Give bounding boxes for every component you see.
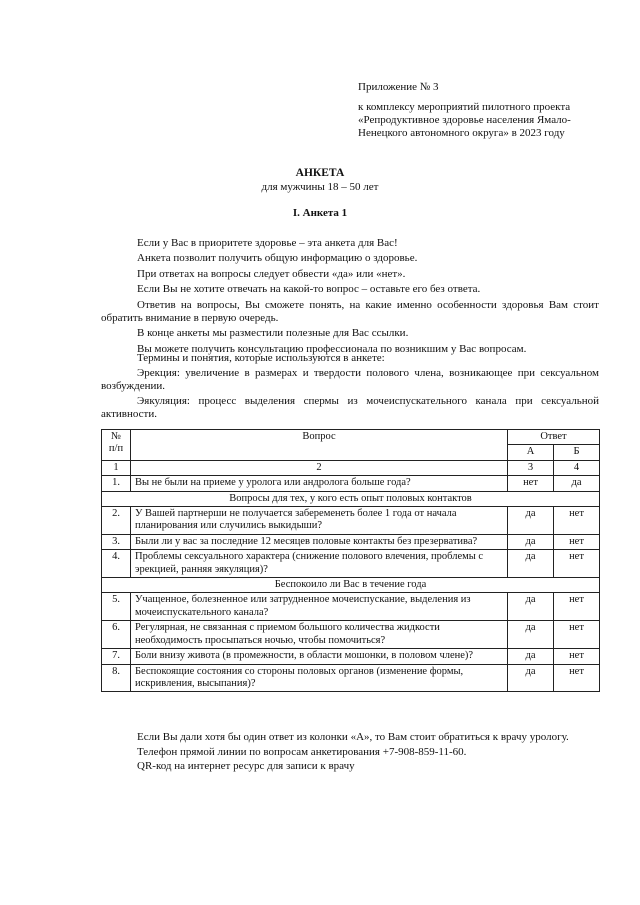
answer-a[interactable]: да xyxy=(508,593,554,621)
section-label: Беспокоило ли Вас в течение года xyxy=(102,578,600,593)
answer-b[interactable]: нет xyxy=(554,507,600,535)
intro-text xyxy=(101,237,599,358)
header-col-a: А xyxy=(508,445,554,460)
table-row xyxy=(102,649,600,664)
outro-advice: Если Вы дали хотя бы один ответ из колонки «А», то Вам стоит обратиться к врачу урологу. xyxy=(137,731,569,743)
answer-b[interactable]: нет xyxy=(554,534,600,549)
index-cell: 3 xyxy=(508,460,554,475)
intro-line: Если Вы не хотите отвечать на какой-то вопрос – оставьте его без ответа. xyxy=(137,283,481,296)
questionnaire-table xyxy=(101,429,600,692)
term-erection: Эрекция: увеличение в размерах и твердости полового члена, возникающее при сексуальном возбуждении. xyxy=(101,366,599,392)
header-question: Вопрос xyxy=(131,430,508,461)
row-question: Были ли у вас за последние 12 месяцев половые контакты без презерватива? xyxy=(131,534,508,549)
terms-heading: Термины и понятия, которые используются в анкете: xyxy=(137,352,385,364)
index-cell: 1 xyxy=(102,460,131,475)
row-question: Вы не были на приеме у уролога или андролога больше года? xyxy=(131,476,508,491)
answer-b[interactable]: нет xyxy=(554,621,600,649)
index-cell: 4 xyxy=(554,460,600,475)
answer-b[interactable]: нет xyxy=(554,649,600,664)
row-num: 8. xyxy=(102,664,131,692)
row-question: Проблемы сексуального характера (снижение полового влечения, проблемы с эрекцией, ранняя эякуляция)? xyxy=(131,550,508,578)
appendix-description: к комплексу мероприятий пилотного проекта «Репродуктивное здоровье населения Ямало-Ненецкого автономного округа» в 2023 году xyxy=(358,101,571,139)
table-row xyxy=(102,664,600,692)
section-row xyxy=(102,578,600,593)
row-num: 5. xyxy=(102,593,131,621)
document-subtitle: для мужчины 18 – 50 лет xyxy=(261,181,379,193)
intro-line: В конце анкеты мы разместили полезные для Вас ссылки. xyxy=(137,327,409,340)
answer-a[interactable]: да xyxy=(508,550,554,578)
table-row xyxy=(102,621,600,649)
intro-line: Вы можете получить консультацию профессионала по возникшим у Вас вопросам. xyxy=(137,342,527,355)
row-num: 2. xyxy=(102,507,131,535)
table-row xyxy=(102,534,600,549)
row-question: У Вашей партнерши не получается забеременеть более 1 года от начала планирования или случились выкидыши? xyxy=(131,507,508,535)
answer-a[interactable]: да xyxy=(508,507,554,535)
row-num: 7. xyxy=(102,649,131,664)
header-answer: Ответ xyxy=(508,430,600,445)
section-row xyxy=(102,491,600,506)
term-ejaculation: Эякуляция: процесс выделения спермы из мочеиспускательного канала при сексуальной активности. xyxy=(101,394,599,420)
intro-line: Анкета позволит получить общую информацию о здоровье. xyxy=(137,252,418,265)
answer-a[interactable]: да xyxy=(508,649,554,664)
table-row xyxy=(102,550,600,578)
document-title: АНКЕТА xyxy=(295,167,345,179)
intro-line: Если у Вас в приоритете здоровье – эта анкета для Вас! xyxy=(137,237,398,249)
intro-line: При ответах на вопросы следует обвести «да» или «нет». xyxy=(137,267,406,280)
appendix-label: Приложение № 3 xyxy=(358,81,439,93)
answer-a[interactable]: нет xyxy=(508,476,554,491)
row-num: 6. xyxy=(102,621,131,649)
index-cell: 2 xyxy=(131,460,508,475)
table-row xyxy=(102,476,600,491)
hotline-phone: Телефон прямой линии по вопросам анкетирования +7-908-859-11-60. xyxy=(137,745,467,758)
row-num: 1. xyxy=(102,476,131,491)
section-label: Вопросы для тех, у кого есть опыт половых контактов xyxy=(102,491,600,506)
answer-a[interactable]: да xyxy=(508,621,554,649)
answer-a[interactable]: да xyxy=(508,534,554,549)
answer-b[interactable]: нет xyxy=(554,550,600,578)
section-heading: I. Анкета 1 xyxy=(292,207,348,219)
outro-text xyxy=(101,731,599,775)
row-question: Учащенное, болезненное или затрудненное мочеиспускание, выделения из мочеиспускательного канала? xyxy=(131,593,508,621)
answer-b[interactable]: нет xyxy=(554,593,600,621)
row-num: 3. xyxy=(102,534,131,549)
terms-text xyxy=(101,352,599,423)
answer-b[interactable]: нет xyxy=(554,664,600,692)
qr-caption: QR-код на интернет ресурс для записи к врачу xyxy=(137,760,355,773)
answer-b[interactable]: да xyxy=(554,476,600,491)
row-question: Регулярная, не связанная с приемом большого количества жидкости необходимость просыпаться ночью, чтобы помочиться? xyxy=(131,621,508,649)
row-question: Боли внизу живота (в промежности, в области мошонки, в половом члене)? xyxy=(131,649,508,664)
row-question: Беспокоящие состояния со стороны половых органов (изменение формы, искривления, высыпания)? xyxy=(131,664,508,692)
table-row xyxy=(102,593,600,621)
header-num: № п/п xyxy=(102,430,131,461)
header-col-b: Б xyxy=(554,445,600,460)
row-num: 4. xyxy=(102,550,131,578)
answer-a[interactable]: да xyxy=(508,664,554,692)
table-row xyxy=(102,507,600,535)
intro-line: Ответив на вопросы, Вы сможете понять, на какие именно особенности здоровья Вам стоит обратить внимание в первую очередь. xyxy=(101,298,599,324)
